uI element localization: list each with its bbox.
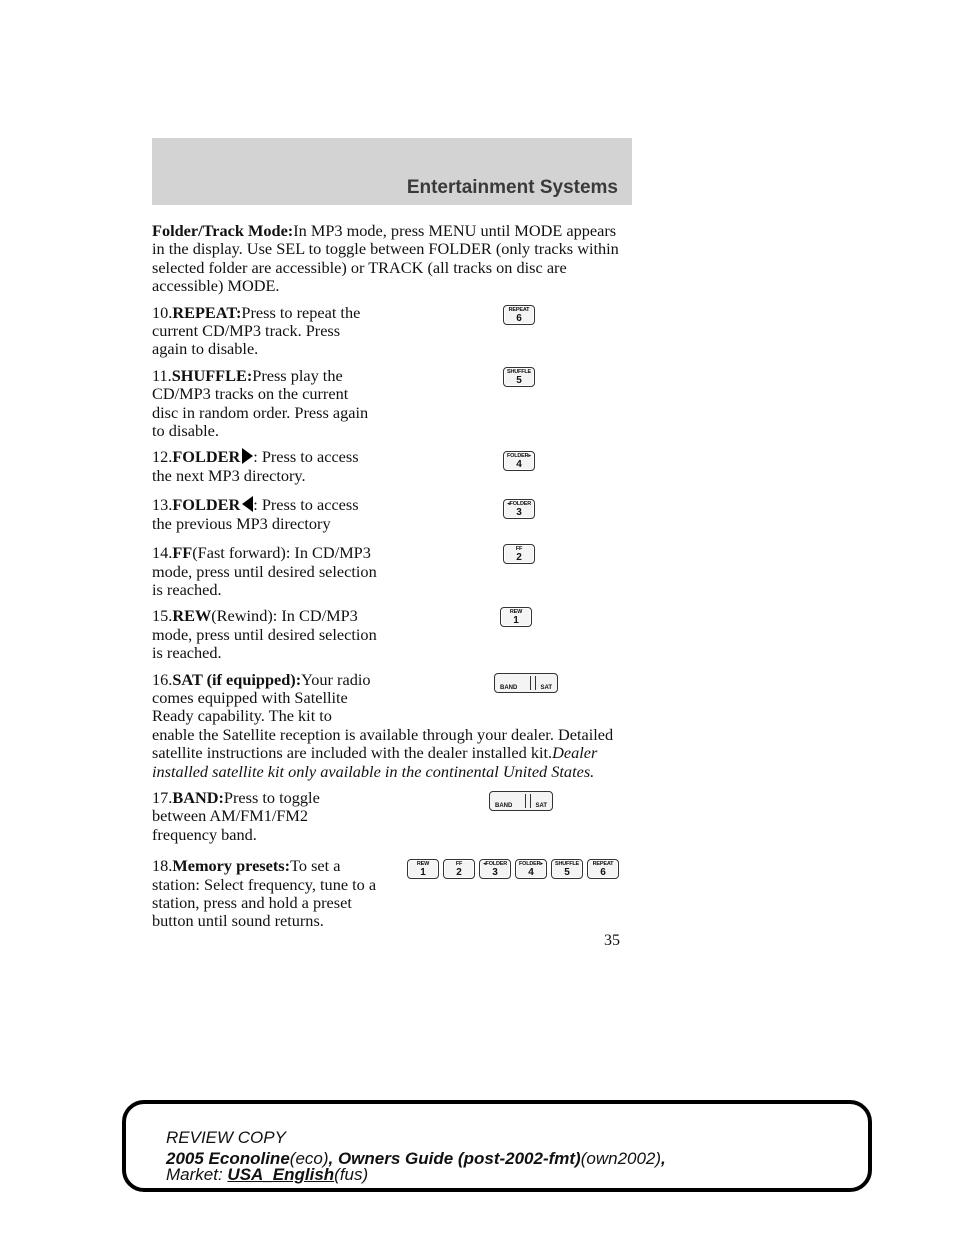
item-memory-presets: 18.Memory presets:To set a station: Select frequency, tune to a station, press and hold a preset button until sound returns. REW 1 FF 2 ◂FOLDER 3 FOLDER▸ 4 SHUFFLE 5 REPEAT 6 [152, 857, 642, 931]
item-rew: 15.REW(Rewind): In CD/MP3 mode, press until desired selection is reached. REW 1 [152, 607, 642, 662]
triangle-right-icon [242, 448, 253, 464]
review-model-line: 2005 Econoline(eco), Owners Guide (post-2002-fmt)(own2002), [166, 1149, 666, 1168]
item-repeat: 10.REPEAT:Press to repeat the current CD/MP3 track. Press again to disable. REPEAT 6 [152, 304, 642, 359]
item-folder-next: 12.FOLDER : Press to access the next MP3 directory. FOLDER▸ 4 [152, 448, 642, 485]
item-folder-prev: 13.FOLDER : Press to access the previous MP3 directory ◂FOLDER 3 [152, 496, 642, 533]
item-band: 17.BAND:Press to toggle between AM/FM1/FM2 frequency band. BAND SAT [152, 789, 642, 844]
preset-shuffle-5: SHUFFLE 5 [551, 859, 583, 879]
sat-paragraph: 16.SAT (if equipped):Your radio comes equipped with Satellite Ready capability. The kit to enable the Satellite reception is available through your dealer. Detailed satellite instructions are included with the dealer installed kit.Dealer installed satellite kit only available in the continental United States. [152, 669, 614, 781]
rew-1-button: REW 1 [500, 607, 532, 627]
review-copy-label: REVIEW COPY [166, 1128, 286, 1147]
preset-button-row [407, 859, 619, 879]
intro-text: In MP3 mode, press MENU until MODE appears in the display. Use SEL to toggle between FOLDER (only tracks within selected folder are accessible) or TRACK (all tracks on disc are accessible) MODE. [152, 221, 619, 296]
page-content [152, 222, 642, 931]
preset-rew-1: REW 1 [407, 859, 439, 879]
item-shuffle: 11.SHUFFLE:Press play the CD/MP3 tracks on the current disc in random order. Press again to disable. SHUFFLE 5 [152, 367, 642, 441]
folder-prev-3-button: ◂FOLDER 3 [503, 499, 535, 519]
review-copy-box [122, 1100, 872, 1192]
review-market-line: Market: USA_English(fus) [166, 1165, 369, 1184]
section-title: Entertainment Systems [406, 177, 618, 198]
ff-2-button: FF 2 [503, 544, 535, 564]
item-ff: 14.FF(Fast forward): In CD/MP3 mode, press until desired selection is reached. FF 2 [152, 544, 642, 599]
intro-paragraph [152, 222, 632, 296]
triangle-left-icon [242, 496, 253, 512]
preset-repeat-6: REPEAT 6 [587, 859, 619, 879]
band-sat-button: BAND SAT [494, 673, 558, 693]
intro-label: Folder/Track Mode: [152, 221, 294, 240]
preset-folder-next-4: FOLDER▸ 4 [515, 859, 547, 879]
page-number: 35 [604, 932, 620, 949]
repeat-6-button: REPEAT 6 [503, 305, 535, 325]
preset-folder-prev-3: ◂FOLDER 3 [479, 859, 511, 879]
item-sat [152, 671, 642, 781]
shuffle-5-button: SHUFFLE 5 [503, 367, 535, 387]
section-header [152, 138, 632, 205]
preset-ff-2: FF 2 [443, 859, 475, 879]
band-sat-button-2: BAND SAT [489, 791, 553, 811]
folder-next-4-button: FOLDER▸ 4 [503, 451, 535, 471]
